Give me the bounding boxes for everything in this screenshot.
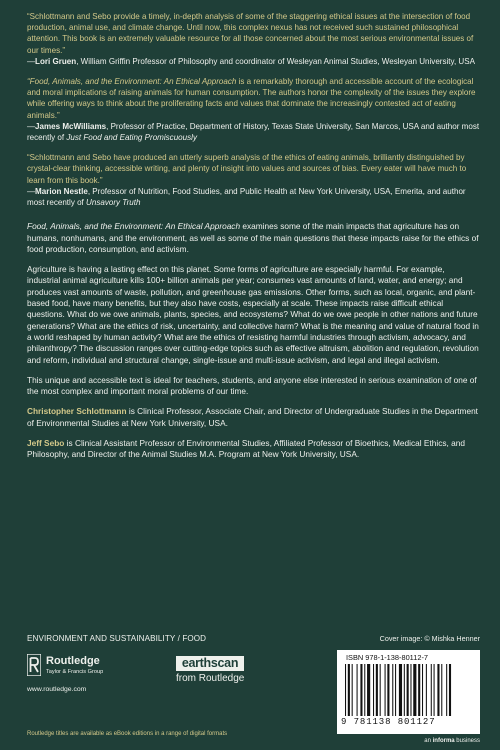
- barcode-bar: [422, 664, 423, 716]
- quote-attribution: [27, 57, 475, 66]
- barcode-bar: [376, 664, 378, 716]
- barcode-bar: [441, 664, 442, 716]
- informa-business-label: [424, 738, 480, 744]
- endorser-name: Marion Nestle: [35, 186, 88, 196]
- barcode-bar: [345, 664, 346, 716]
- barcode-bar: [426, 664, 427, 716]
- barcode-bar: [357, 664, 358, 716]
- barcode-bar: [434, 664, 435, 716]
- cover-footer: [27, 634, 480, 750]
- barcode-bar: [437, 664, 439, 716]
- subject-category: ENVIRONMENT AND SUSTAINABILITY / FOOD: [27, 634, 207, 643]
- quote-text: “Schlottmann and Sebo provide a timely, in-depth analysis of some of the staggering ethical issues at the intersection of food production, animal use, and climate change. Until now, this complex nexus has not received such sustained philosophical attention. This book is an extremely valuable resource for all those concerned about the most serious environmental issues of our times.”: [27, 12, 474, 55]
- endorser-role: , Professor of Nutrition, Food Studies, and Public Health at New York University, USA, Emerita, and author most recently of: [27, 186, 466, 208]
- quote-book-title: “Food, Animals, and the Environment: An Ethical Approach: [27, 77, 237, 87]
- barcode-bar: [399, 664, 402, 716]
- barcode-bar: [385, 664, 386, 716]
- barcode-bar: [413, 664, 416, 716]
- author-bio-text: is Clinical Professor, Associate Chair, and Director of Undergraduate Studies in the Department of Environmental Studies at New York University, USA.: [27, 406, 478, 428]
- endorsement-quote: [27, 11, 480, 67]
- barcode-bar: [449, 664, 451, 716]
- description-paragraph: This unique and accessible text is ideal for teachers, students, and anyone else interested in serious examination of one of the most complex and important moral problems of our time.: [27, 374, 477, 397]
- barcode-bar: [380, 664, 381, 716]
- isbn-barcode: [337, 650, 480, 734]
- earthscan-logo: earthscan: [176, 656, 244, 671]
- barcode-icon: [343, 664, 474, 718]
- endorsement-quote: [27, 152, 480, 208]
- barcode-bar: [373, 664, 374, 716]
- barcode-bar: [395, 664, 396, 716]
- informa-prefix: an: [424, 738, 433, 744]
- description-paragraph: [27, 221, 480, 255]
- endorser-role: , Professor of Practice, Department of History, Texas State University, San Marcos, USA and author most recently of: [27, 121, 480, 143]
- informa-suffix: business: [454, 738, 480, 744]
- description-text: examines some of the main impacts that agriculture has on humans, nonhumans, and the environment, as well as some of the main questions that these impacts raise for the ethics of food production, consumption, and activism.: [27, 221, 479, 254]
- publisher-name: Routledge: [46, 655, 100, 667]
- barcode-bar: [367, 664, 370, 716]
- quote-attribution: [27, 187, 466, 207]
- endorsement-quote: [27, 76, 480, 143]
- publisher-subtitle: Taylor & Francis Group: [46, 669, 104, 675]
- quote-text: is a remarkably thorough and accessible account of the ecological and moral implications of raising animals for human consumption. The authors honor the complexity of the issues they explore while offering ways to think about the proliferating facts and values that dominate the increasingly contested act of eating animals.”: [27, 77, 476, 120]
- author-bio: [27, 438, 480, 461]
- endorser-name: Lori Gruen: [35, 56, 77, 66]
- quote-attribution: [27, 122, 479, 142]
- barcode-bar: [446, 664, 447, 716]
- attr-dash: —: [27, 121, 36, 131]
- barcode-bar: [392, 664, 393, 716]
- endorser-book-title: Unsavory Truth: [86, 198, 141, 208]
- barcode-bar: [348, 664, 350, 716]
- barcode-bar: [407, 664, 409, 716]
- isbn-number: ISBN 978-1-138-80112-7: [346, 653, 429, 662]
- quote-text: “Schlottmann and Sebo have produced an utterly superb analysis of the ethics of eating animals, brilliantly distinguished by crystal-clear thinking, accessible writing, and plenty of insight into values and sources of bias. Every eater will have much to learn from this book.”: [27, 153, 467, 185]
- author-bio-text: is Clinical Assistant Professor of Environmental Studies, Affiliated Professor of Bioethics, Medical Ethics, and Philosophy, and Director of the Animal Studies M.A. Program at New York University, USA.: [27, 438, 465, 460]
- publisher-website[interactable]: www.routledge.com: [27, 686, 87, 693]
- barcode-bar: [387, 664, 389, 716]
- imprint-subtitle: from Routledge: [176, 673, 245, 684]
- book-title: Food, Animals, and the Environment: An Ethical Approach: [27, 221, 241, 232]
- barcode-bar: [418, 664, 420, 716]
- routledge-logo-icon: [27, 654, 41, 676]
- author-name: Jeff Sebo: [27, 438, 65, 448]
- endorser-name: James McWilliams: [35, 121, 107, 131]
- author-name: Christopher Schlottmann: [27, 406, 127, 417]
- attr-dash: —: [27, 186, 36, 196]
- author-bio: [27, 406, 480, 429]
- ebook-availability-note: Routledge titles are available as eBook editions in a range of digital formats: [27, 731, 228, 737]
- attr-dash: —: [27, 56, 36, 66]
- cover-image-credit: Cover image: © Mishka Henner: [379, 634, 480, 643]
- endorser-role: , William Griffin Professor of Philosophy and coordinator of Wesleyan Animal Studies, Wesleyan University, USA: [76, 56, 475, 66]
- barcode-bar: [352, 664, 353, 716]
- description-paragraph: Agriculture is having a lasting effect on this planet. Some forms of agriculture are especially harmful. For example, industrial animal agriculture kills 100+ billion animals per year; consumes vast amounts of land, water, and energy; and produces vast amounts of waste, pollution, and greenhouse gas emissions. Other forms, such as local, organic, and plant-based food, have many benefits, but they also have costs, especially at scale. These impacts raise difficult ethical questions. What do we owe animals, plants, species, and ecosystems? What do we owe people in other nations and future generations? What are the ethics of risk, uncertainty, and collective harm? What is the meaning and value of natural food in a world reshaped by human activity? What are the ethics of resisting harmful industries through activism, advocacy, and philanthropy? The discussion ranges over cutting-edge topics such as effective altruism, abolition and regulation, revolution and reform, individual and structural change, single-issue and multi-issue activism, and legal and illegal activism.: [27, 264, 479, 365]
- informa-brand: informa: [432, 738, 455, 744]
- endorser-book-title: Just Food and Eating Promiscuously: [66, 133, 197, 143]
- barcode-bar: [410, 664, 411, 716]
- barcode-digits: 9 781138 801127: [341, 717, 436, 727]
- barcode-bar: [431, 664, 432, 716]
- barcode-bar: [364, 664, 365, 716]
- barcode-bar: [404, 664, 405, 716]
- barcode-bar: [360, 664, 362, 716]
